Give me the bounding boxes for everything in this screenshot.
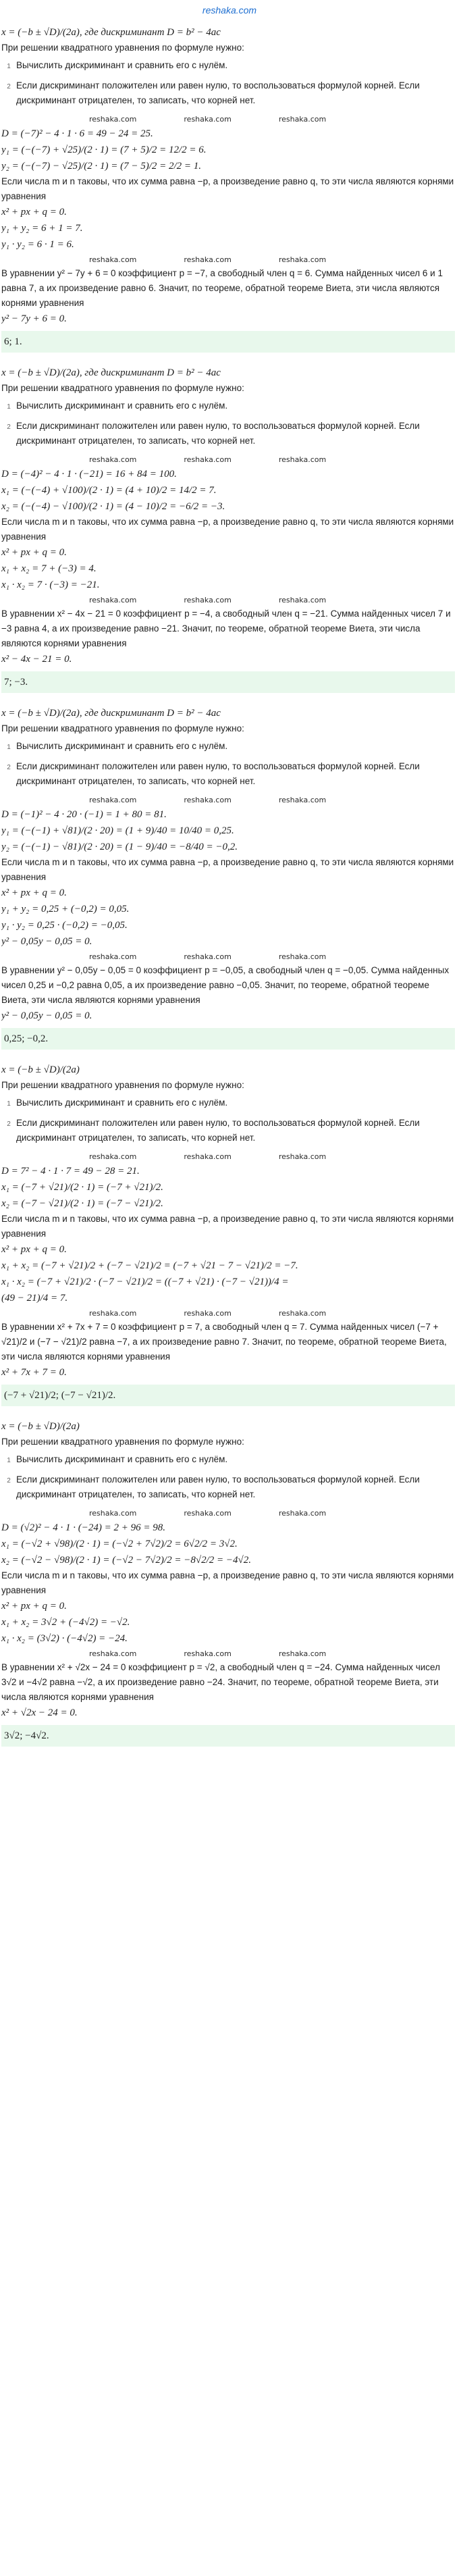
general-equation: x² + px + q = 0. [1, 207, 67, 217]
target-equation: y² − 7y + 6 = 0. [1, 313, 67, 324]
solution-block [0, 361, 459, 701]
step-number: 2 [7, 1120, 11, 1128]
watermark-text: reshaka.com [89, 1152, 137, 1161]
watermark-text: reshaka.com [184, 255, 232, 264]
step-number: 2 [7, 764, 11, 771]
target-equation: x² − 4x − 21 = 0. [1, 654, 72, 665]
watermark-row [1, 593, 455, 607]
check-line: x₁ + x₂ = 3√2 + (−4√2) = −√2. [1, 1617, 130, 1628]
calc-line: x₂ = (−√2 − √98)/(2 · 1) = (−√2 − 7√2)/2 = −8√2/2 = −4√2. [1, 1555, 251, 1566]
watermark-text: reshaka.com [89, 1649, 137, 1658]
target-equation: x² + 7x + 7 = 0. [1, 1367, 67, 1378]
watermark-row [1, 1647, 455, 1660]
solution-block [0, 1058, 459, 1414]
method-step [1, 398, 455, 415]
step-text: Вычислить дискриминант и сравнить его с нулём. [16, 741, 228, 751]
vieta-intro: Если числа m и n таковы, что их сумма равна −p, а произведение равно q, то эти числа являются корнями уравнения [1, 1214, 454, 1239]
answer-bar: 0,25; −0,2. [1, 1028, 455, 1050]
watermark-row [1, 793, 455, 806]
vieta-intro: Если числа m и n таковы, что их сумма равна −p, а произведение равно q, то эти числа являются корнями уравнения [1, 857, 454, 882]
general-equation: x² + px + q = 0. [1, 1244, 67, 1255]
method-step [1, 58, 455, 74]
formula-intro: x = (−b ± √D)/(2a), где дискриминант D = b² − 4ac [1, 367, 221, 378]
watermark-text: reshaka.com [89, 455, 137, 464]
calc-line: y₂ = (−(−1) − √81)/(2 · 20) = (1 − 9)/40 = −8/40 = −0,2. [1, 842, 238, 852]
watermark-text: reshaka.com [278, 952, 327, 961]
method-step [1, 1096, 455, 1112]
watermark-row [1, 1150, 455, 1163]
solution-block [0, 1414, 459, 1755]
method-step [1, 739, 455, 755]
step-text: Если дискриминант положителен или равен нулю, то воспользоваться формулой корней. Если дискриминант отрицателен, то записать, что корней нет. [16, 80, 420, 105]
watermark-text: reshaka.com [89, 255, 137, 264]
check-line: x₁ · x₂ = (3√2) · (−4√2) = −24. [1, 1633, 128, 1644]
site-header [0, 0, 459, 20]
method-step [1, 1116, 455, 1145]
check-line: x₁ · x₂ = 7 · (−3) = −21. [1, 579, 100, 590]
calc-line: x₁ = (−√2 + √98)/(2 · 1) = (−√2 + 7√2)/2 = 6√2/2 = 3√2. [1, 1539, 238, 1549]
watermark-text: reshaka.com [278, 455, 327, 464]
calc-line: x₂ = (−7 − √21)/(2 · 1) = (−7 − √21)/2. [1, 1198, 163, 1209]
answer-bar: 3√2; −4√2. [1, 1725, 455, 1747]
method-step [1, 1452, 455, 1468]
general-equation: x² + px + q = 0. [1, 1601, 67, 1612]
method-lead: При решении квадратного уравнения по формуле нужно: [1, 43, 244, 53]
step-number: 1 [7, 1100, 11, 1108]
answer-bar: 7; −3. [1, 671, 455, 693]
watermark-text: reshaka.com [184, 1509, 232, 1518]
watermark-text: reshaka.com [278, 596, 327, 604]
conclusion-text: В уравнении x² + 7x + 7 = 0 коэффициент p = 7, а свободный член q = 7. Сумма найденных чисел (−7 + √21)/2 и (−7 − √21)/2 равна −7, а их произведение равно 7. Значит, по теореме, обратной теореме Виета, эти числа являются корнями уравнения [1, 1322, 447, 1362]
check-line: x₁ + x₂ = 7 + (−3) = 4. [1, 563, 97, 574]
watermark-text: reshaka.com [89, 952, 137, 961]
calc-line: D = (√2)² − 4 · 1 · (−24) = 2 + 96 = 98. [1, 1522, 166, 1533]
step-number: 2 [7, 1477, 11, 1485]
step-text: Вычислить дискриминант и сравнить его с нулём. [16, 1454, 228, 1464]
formula-intro: x = (−b ± √D)/(2a) [1, 1421, 80, 1432]
formula-intro: x = (−b ± √D)/(2a), где дискриминант D = b² − 4ac [1, 708, 221, 719]
vieta-intro: Если числа m и n таковы, что их сумма равна −p, а произведение равно q, то эти числа являются корнями уравнения [1, 1570, 454, 1595]
step-number: 1 [7, 403, 11, 411]
watermark-text: reshaka.com [184, 115, 232, 124]
method-step [1, 1472, 455, 1502]
calc-line: y₂ = (−(−7) − √25)/(2 · 1) = (7 − 5)/2 = 2/2 = 1. [1, 161, 202, 172]
method-step [1, 78, 455, 108]
solutions-list [0, 20, 459, 1755]
vieta-intro: Если числа m и n таковы, что их сумма равна −p, а произведение равно q, то эти числа являются корнями уравнения [1, 517, 454, 542]
calc-line: D = (−1)² − 4 · 20 · (−1) = 1 + 80 = 81. [1, 809, 167, 820]
step-number: 1 [7, 63, 11, 70]
answer-bar: (−7 + √21)/2; (−7 − √21)/2. [1, 1385, 455, 1406]
conclusion-text: В уравнении y² − 0,05y − 0,05 = 0 коэффициент p = −0,05, а свободный член q = −0,05. Сумма найденных чисел 0,25 и −0,2 равна 0,05, а их произведение равно −0,05. Значит, по теореме, обратной теореме Виета, эти числа являются корнями уравнения [1, 965, 450, 1005]
step-text: Вычислить дискриминант и сравнить его с нулём. [16, 60, 228, 70]
step-number: 2 [7, 83, 11, 91]
formula-intro: x = (−b ± √D)/(2a) [1, 1064, 80, 1075]
check-line: y₁ + y₂ = 0,25 + (−0,2) = 0,05. [1, 904, 130, 915]
site-title[interactable]: reshaka.com [202, 5, 257, 16]
watermark-text: reshaka.com [184, 1649, 232, 1658]
check-line: y₁ + y₂ = 6 + 1 = 7. [1, 223, 83, 234]
conclusion-text: В уравнении y² − 7y + 6 = 0 коэффициент p = −7, а свободный член q = 6. Сумма найденных чисел 6 и 1 равна 7, а их произведение равно 6. Значит, по теореме, обратной теореме Виета, эти числа являются корнями уравнения [1, 268, 443, 308]
watermark-text: reshaka.com [184, 455, 232, 464]
solution-block [0, 20, 459, 361]
method-lead: При решении квадратного уравнения по формуле нужно: [1, 383, 244, 393]
method-lead: При решении квадратного уравнения по формуле нужно: [1, 723, 244, 733]
watermark-text: reshaka.com [278, 255, 327, 264]
step-text: Вычислить дискриминант и сравнить его с нулём. [16, 1098, 228, 1108]
watermark-text: reshaka.com [278, 1152, 327, 1161]
watermark-row [1, 253, 455, 266]
watermark-text: reshaka.com [278, 796, 327, 804]
step-text: Вычислить дискриминант и сравнить его с нулём. [16, 401, 228, 411]
watermark-row [1, 453, 455, 466]
watermark-row [1, 112, 455, 126]
watermark-text: reshaka.com [184, 1309, 232, 1318]
step-text: Если дискриминант положителен или равен нулю, то воспользоваться формулой корней. Если дискриминант отрицателен, то записать, что корней нет. [16, 761, 420, 786]
method-lead: При решении квадратного уравнения по формуле нужно: [1, 1080, 244, 1090]
general-equation: x² + px + q = 0. [1, 547, 67, 558]
step-text: Если дискриминант положителен или равен нулю, то воспользоваться формулой корней. Если дискриминант отрицателен, то записать, что корней нет. [16, 1474, 420, 1499]
calc-line: x₂ = (−(−4) − √100)/(2 · 1) = (4 − 10)/2 = −6/2 = −3. [1, 501, 225, 512]
conclusion-text: В уравнении x² + √2x − 24 = 0 коэффициент p = √2, а свободный член q = −24. Сумма найденных чисел 3√2 и −4√2 равна −√2, а их произведение равно −24. Значит, по теореме, обратной теореме Виета, эти числа являются корнями уравнения [1, 1662, 440, 1702]
watermark-text: reshaka.com [278, 1309, 327, 1318]
watermark-row [1, 950, 455, 963]
watermark-text: reshaka.com [184, 952, 232, 961]
watermark-row [1, 1506, 455, 1520]
vieta-intro: Если числа m и n таковы, что их сумма равна −p, а произведение равно q, то эти числа являются корнями уравнения [1, 176, 454, 201]
calc-line: D = (−7)² − 4 · 1 · 6 = 49 − 24 = 25. [1, 128, 153, 139]
watermark-text: reshaka.com [89, 1509, 137, 1518]
watermark-text: reshaka.com [278, 1649, 327, 1658]
target-equation: x² + √2x − 24 = 0. [1, 1707, 78, 1718]
watermark-text: reshaka.com [89, 115, 137, 124]
watermark-text: reshaka.com [184, 1152, 232, 1161]
target-equation: y² − 0,05y − 0,05 = 0. [1, 1010, 92, 1021]
formula-intro: x = (−b ± √D)/(2a), где дискриминант D = b² − 4ac [1, 27, 221, 38]
watermark-text: reshaka.com [184, 596, 232, 604]
watermark-text: reshaka.com [89, 796, 137, 804]
method-step [1, 419, 455, 448]
method-lead: При решении квадратного уравнения по формуле нужно: [1, 1437, 244, 1447]
check-line: (49 − 21)/4 = 7. [1, 1293, 68, 1304]
calc-line: x₁ = (−(−4) + √100)/(2 · 1) = (4 + 10)/2 = 14/2 = 7. [1, 485, 217, 496]
check-line: y₁ · y₂ = 0,25 · (−0,2) = −0,05. [1, 920, 128, 931]
check-line: x₁ · x₂ = (−7 + √21)/2 · (−7 − √21)/2 = ((−7 + √21) · (−7 − √21))/4 = [1, 1277, 289, 1287]
method-step [1, 759, 455, 789]
step-number: 1 [7, 1457, 11, 1464]
solution-block [0, 701, 459, 1058]
watermark-row [1, 1306, 455, 1320]
answer-bar: 6; 1. [1, 331, 455, 353]
watermark-text: reshaka.com [278, 1509, 327, 1518]
calc-line: D = 7² − 4 · 1 · 7 = 49 − 28 = 21. [1, 1166, 140, 1177]
check-line: x₁ + x₂ = (−7 + √21)/2 + (−7 − √21)/2 = (−7 + √21 − 7 − √21)/2 = −7. [1, 1260, 298, 1271]
calc-line: y₁ = (−(−1) + √81)/(2 · 20) = (1 + 9)/40 = 10/40 = 0,25. [1, 825, 234, 836]
calc-line: y₁ = (−(−7) + √25)/(2 · 1) = (7 + 5)/2 = 12/2 = 6. [1, 145, 207, 155]
watermark-text: reshaka.com [89, 1309, 137, 1318]
step-text: Если дискриминант положителен или равен нулю, то воспользоваться формулой корней. Если дискриминант отрицателен, то записать, что корней нет. [16, 1118, 420, 1143]
watermark-text: reshaka.com [89, 596, 137, 604]
step-number: 2 [7, 423, 11, 431]
conclusion-text: В уравнении x² − 4x − 21 = 0 коэффициент p = −4, а свободный член q = −21. Сумма найденных чисел 7 и −3 равна 4, а их произведение равно −21. Значит, по теореме, обратной теореме Виета, эти числа являются корнями уравнения [1, 609, 451, 648]
general-equation: x² + px + q = 0. [1, 887, 67, 898]
watermark-text: reshaka.com [184, 796, 232, 804]
step-number: 1 [7, 744, 11, 751]
watermark-text: reshaka.com [278, 115, 327, 124]
check-line: y² − 0,05y − 0,05 = 0. [1, 936, 92, 947]
check-line: y₁ · y₂ = 6 · 1 = 6. [1, 239, 74, 250]
calc-line: D = (−4)² − 4 · 1 · (−21) = 16 + 84 = 100. [1, 469, 177, 480]
step-text: Если дискриминант положителен или равен нулю, то воспользоваться формулой корней. Если дискриминант отрицателен, то записать, что корней нет. [16, 421, 420, 446]
calc-line: x₁ = (−7 + √21)/(2 · 1) = (−7 + √21)/2. [1, 1182, 163, 1193]
